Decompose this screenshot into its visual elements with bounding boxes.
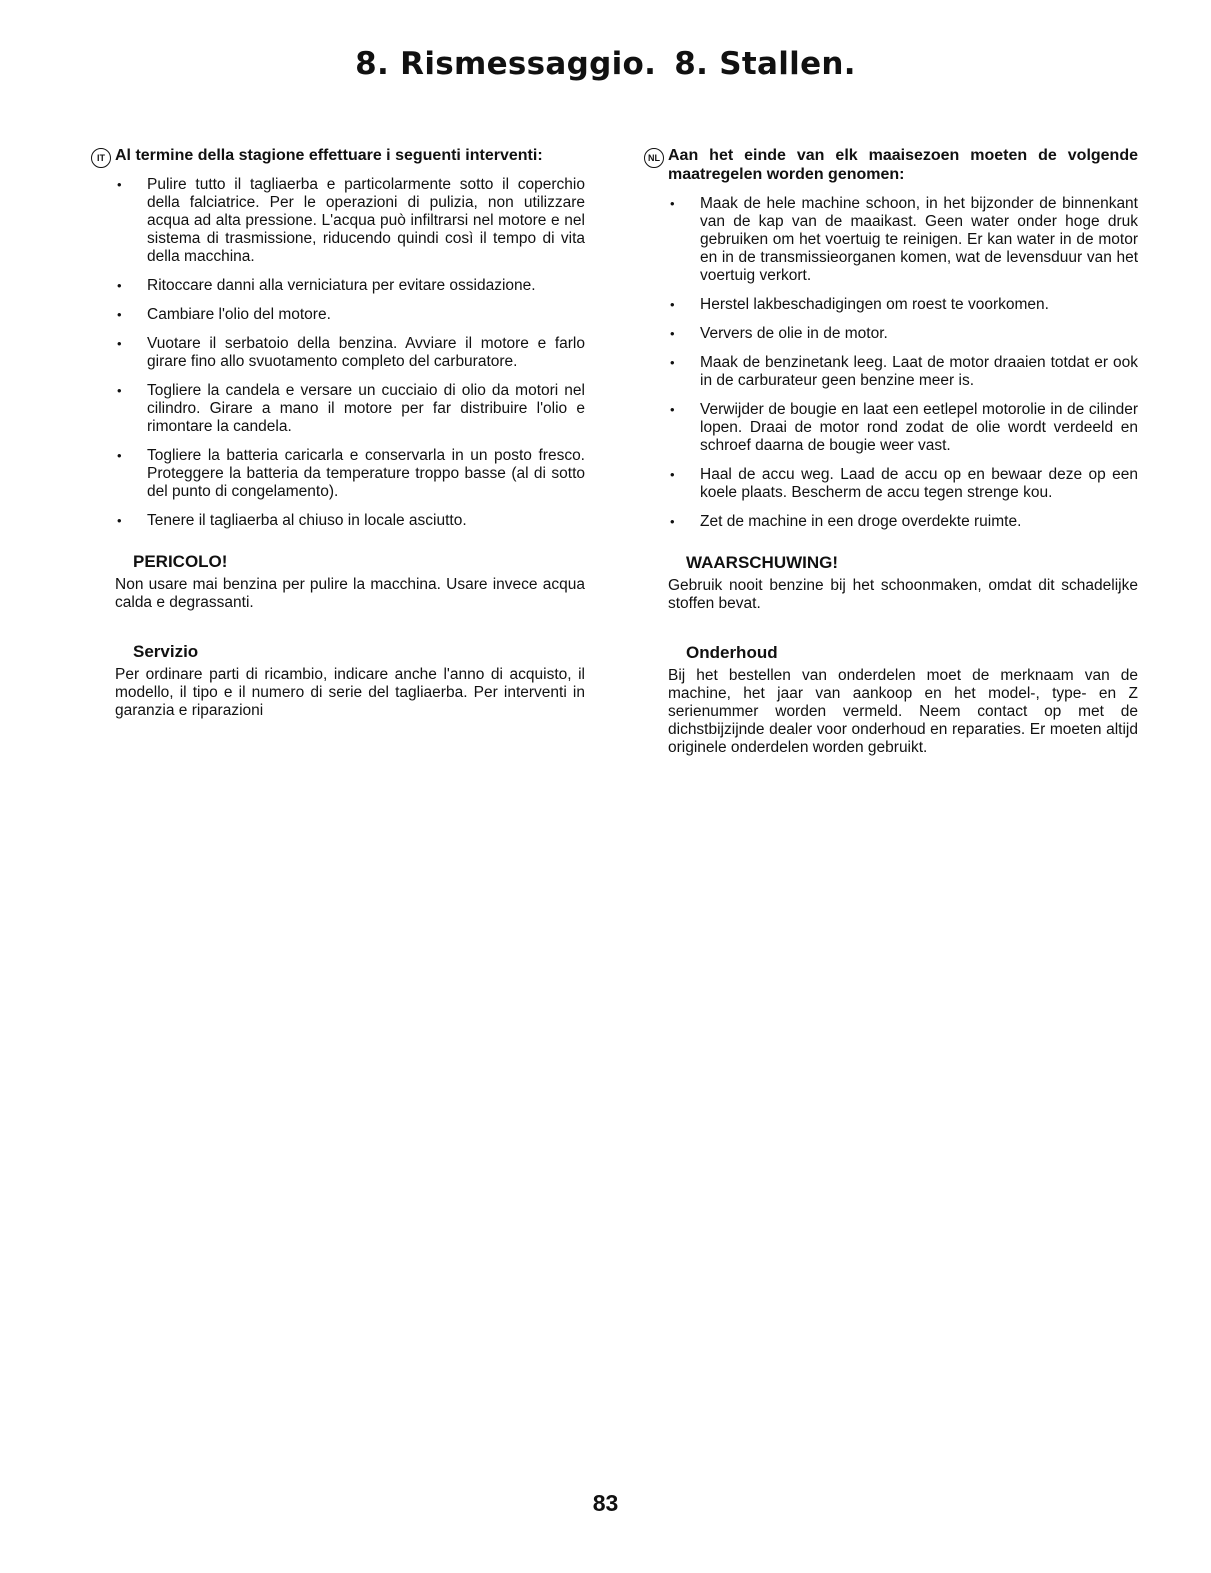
bullet-icon: • (670, 196, 675, 211)
maintenance-list-nl (668, 195, 1138, 531)
language-badge-nl: NL (644, 148, 664, 168)
service-text-nl: Bij het bestellen van onderdelen moet de merknaam van de machine, het jaar van aankoop en het model-, type- en Z serienummer worden vermeld. Neem contact op met de dichstbijzijnde dealer voor onderhoud en reparaties. Er moeten altijd originele onderdelen worden gebruikt. (668, 667, 1138, 756)
service-heading-nl: Onderhoud (686, 643, 778, 662)
list-item: • Tenere il tagliaerba al chiuso in locale asciutto. (117, 512, 467, 529)
list-item: • Togliere la candela e versare un cucciaio di olio da motori nel cilindro. Girare a mano il motore per far distribuire l'olio e rimontare la candela. (117, 382, 585, 435)
list-item: • Ververs de olie in de motor. (670, 325, 888, 342)
bullet-icon: • (117, 448, 122, 463)
list-item: • Maak de benzinetank leeg. Laat de motor draaien totdat er ook in de carburateur geen benzine meer is. (670, 354, 1138, 389)
warning-heading-it: PERICOLO! (133, 552, 228, 571)
bullet-icon: • (670, 514, 675, 529)
intro-it: Al termine della stagione effettuare i seguenti interventi: (115, 147, 543, 164)
list-item: • Vuotare il serbatoio della benzina. Avviare il motore e farlo girare fino allo svuotamento completo del carburatore. (117, 335, 585, 370)
service-heading-it: Servizio (133, 642, 199, 661)
page-title (0, 46, 1211, 82)
italian-column (97, 146, 585, 720)
page-title-nl: 8. Stallen. (674, 46, 856, 82)
bullet-icon: • (670, 326, 675, 341)
list-item: • Togliere la batteria caricarla e conservarla in un posto fresco. Proteggere la batteria da temperature troppo basse (al di sotto del punto di congelamento). (117, 447, 585, 500)
bullet-icon: • (670, 402, 675, 417)
dutch-column (648, 146, 1138, 757)
intro-nl: Aan het einde van elk maaisezoen moeten de volgende maatregelen worden genomen: (668, 147, 1138, 183)
maintenance-list-it (115, 176, 585, 530)
list-item: • Verwijder de bougie en laat een eetlepel motorolie in de cilinder lopen. Draai de motor rond zodat de olie wordt verdeeld en schroef daarna de bougie weer vast. (670, 401, 1138, 454)
bullet-icon: • (117, 278, 122, 293)
bullet-icon: • (670, 467, 675, 482)
list-item: • Zet de machine in een droge overdekte ruimte. (670, 513, 1022, 530)
warning-text-it: Non usare mai benzina per pulire la macchina. Usare invece acqua calda e degrassanti. (115, 576, 585, 611)
bullet-icon: • (117, 336, 122, 351)
list-item: • Haal de accu weg. Laad de accu op en bewaar deze op een koele plaats. Bescherm de accu tegen strenge kou. (670, 466, 1138, 501)
bullet-icon: • (670, 297, 675, 312)
bullet-icon: • (117, 307, 122, 322)
list-item: • Pulire tutto il tagliaerba e particolarmente sotto il coperchio della falciatrice. Per le operazioni di pulizia, non utilizzare acqua ad alta pressione. L'acqua può infiltrarsi nel motore e nel sistema di trasmissione, riducendo quindi così il tempo di vita della macchina. (117, 176, 585, 265)
list-item: • Cambiare l'olio del motore. (117, 306, 331, 323)
bullet-icon: • (117, 177, 122, 192)
page-number: 83 (592, 1490, 619, 1516)
bullet-icon: • (117, 513, 122, 528)
warning-text-nl: Gebruik nooit benzine bij het schoonmaken, omdat dit schadelijke stoffen bevat. (668, 577, 1138, 612)
bullet-icon: • (670, 355, 675, 370)
service-text-it: Per ordinare parti di ricambio, indicare anche l'anno di acquisto, il modello, il tipo e il numero di serie del tagliaerba. Per interventi in garanzia e riparazioni (115, 666, 585, 719)
language-badge-it: IT (91, 148, 111, 168)
list-item: • Maak de hele machine schoon, in het bijzonder de binnenkant van de kap van de maaikast. Geen water onder hoge druk gebruiken om het voertuig te reinigen. Er kan water in de motor en in de transmissieorganen komen, wat de levensduur van het voertuig verkort. (670, 195, 1138, 284)
bullet-icon: • (117, 383, 122, 398)
page-title-it: 8. Rismessaggio. (355, 46, 657, 82)
list-item: • Ritoccare danni alla verniciatura per evitare ossidazione. (117, 277, 536, 294)
list-item: • Herstel lakbeschadigingen om roest te voorkomen. (670, 296, 1049, 313)
warning-heading-nl: WAARSCHUWING! (686, 553, 839, 572)
